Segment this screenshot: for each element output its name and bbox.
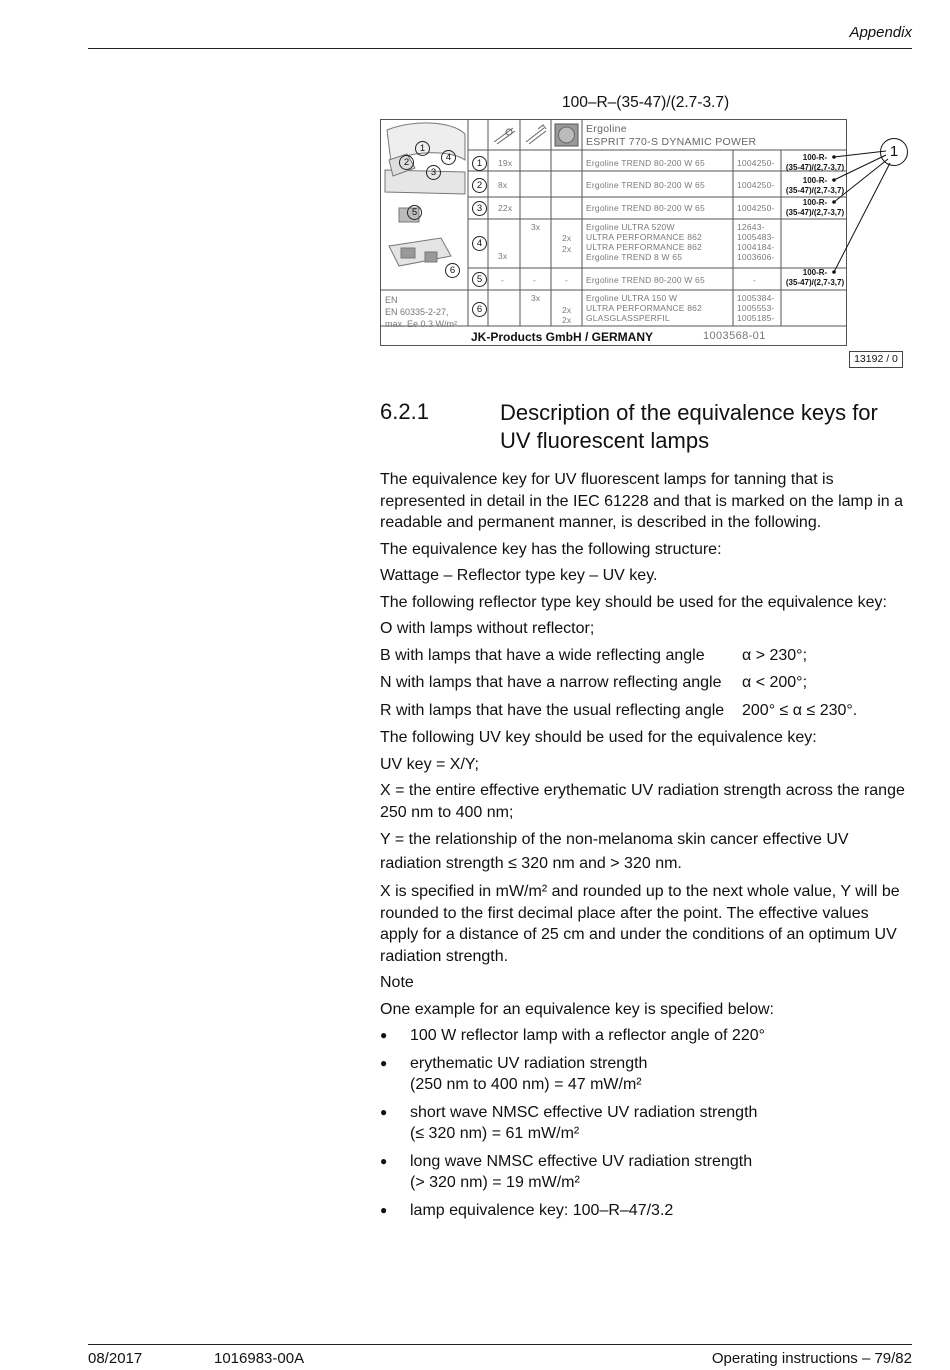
paragraph: Y = the relationship of the non-melanoma skin cancer effective UV radiation strength ≤ 320 nm and > 320 nm. [380, 831, 849, 872]
key-label-4: 100-R- (35-47)/(2,7-3,7) [785, 268, 845, 287]
row3-part: 1004250- [737, 203, 775, 213]
paragraph: The following UV key should be used for the equivalence key: [380, 729, 817, 746]
row4-qty2: 3x [531, 222, 541, 232]
list-item: ● erythematic UV radiation strength (250 nm to 400 nm) = 47 mW/m² [380, 1053, 910, 1096]
row1-lamp: Ergoline TREND 80-200 W 65 [586, 158, 705, 168]
row5-qty: - [501, 275, 505, 285]
row1-qty: 19x [498, 158, 513, 168]
reflector-lamp-icon [526, 125, 546, 144]
row3-lamp: Ergoline TREND 80-200 W 65 [586, 203, 705, 213]
row-num-6: 6 [472, 302, 487, 317]
row4-qty: 3x [498, 251, 508, 261]
footer-rule [88, 1344, 912, 1345]
lamp-label-figure [380, 119, 847, 346]
footer-date: 08/2017 [88, 1350, 143, 1367]
paragraph: One example for an equivalence key is specified below: [380, 1000, 774, 1018]
row-num-2: 2 [472, 178, 487, 193]
key-label-1: 100-R- (35-47)/(2,7-3,7) [785, 153, 845, 172]
paragraph: X = the entire effective erythematic UV radiation strength across the range 250 nm to 400 nm; [380, 782, 905, 821]
row3-qty: 22x [498, 203, 513, 213]
list-item: ● short wave NMSC effective UV radiation strength (≤ 320 nm) = 61 mW/m² [380, 1102, 910, 1145]
label-footer-company: JK-Products GmbH / GERMANY [471, 330, 654, 344]
header-rule [88, 48, 912, 49]
section-title: Description of the equivalence keys for UV fluorescent lamps [500, 400, 878, 453]
section-number: 6.2.1 [380, 399, 429, 424]
reflector-row-n: N with lamps that have a narrow reflecting angle α < 200°; [380, 674, 808, 691]
list-item: ● long wave NMSC effective UV radiation strength (> 320 nm) = 19 mW/m² [380, 1151, 910, 1194]
reflector-row-b: B with lamps that have a wide reflecting angle α > 230°; [380, 646, 808, 664]
row-num-5: 5 [472, 272, 487, 287]
label-brand: Ergoline [586, 123, 627, 135]
row2-lamp: Ergoline TREND 80-200 W 65 [586, 180, 705, 190]
row5-qty-c: - [565, 275, 569, 285]
row6-qty4: 2x [562, 315, 572, 325]
footer-doc-number: 1016983-00A [214, 1350, 305, 1367]
footer-page: Operating instructions – 79/82 [711, 1350, 912, 1367]
row-num-1: 1 [472, 156, 487, 171]
row4-qty3: 2x [562, 233, 572, 243]
reflector-row-r: R with lamps that have the usual reflecting angle 200° ≤ α ≤ 230°. [380, 701, 858, 719]
drawing-part-1: 1 [415, 141, 430, 156]
paragraph: UV key = X/Y; [380, 755, 479, 773]
list-item: ● 100 W reflector lamp with a reflector angle of 220° [380, 1025, 910, 1047]
paragraph: The following reflector type key should be used for the equivalence key: [380, 593, 887, 611]
row4-qty4: 2x [562, 244, 572, 254]
drawing-part-4: 4 [441, 150, 456, 165]
lamp-icon [494, 128, 515, 144]
label-model: ESPRIT 770-S DYNAMIC POWER [586, 136, 757, 148]
paragraph: Wattage – Reflector type key – UV key. [380, 567, 658, 584]
figure-number: 13192 / 0 [849, 351, 903, 368]
note-heading: Note [380, 974, 414, 991]
row2-part: 1004250- [737, 180, 775, 190]
body-text [380, 469, 910, 1227]
row4-part: 12643- 1005483- 1004184- 1003606- [737, 222, 775, 262]
row5-part: - [753, 275, 757, 285]
row-num-4: 4 [472, 236, 487, 251]
key-label-3: 100-R- (35-47)/(2,7-3,7) [785, 198, 845, 217]
paragraph: O with lamps without reflector; [380, 620, 595, 637]
paragraph: The equivalence key has the following structure: [380, 540, 722, 558]
paragraph: X is specified in mW/m² and rounded up to the next whole value, Y will be rounded to the first decimal place after the point. The effective values apply for a distance of 25 cm and under the conditions of an optimum UV radiation strength. [380, 883, 900, 965]
figure-title: 100–R–(35-47)/(2.7-3.7) [562, 94, 730, 111]
row6-qty: 3x [531, 293, 541, 303]
callout-marker: 1 [880, 138, 908, 166]
list-item: ● lamp equivalence key: 100–R–47/3.2 [380, 1200, 910, 1222]
label-footer-number: 1003568-01 [703, 330, 766, 342]
key-label-2: 100-R- (35-47)/(2,7-3,7) [785, 176, 845, 195]
drawing-part-2: 2 [399, 155, 414, 170]
drawing-part-3: 3 [426, 165, 441, 180]
example-list [380, 1025, 910, 1221]
row6-lamp: Ergoline ULTRA 150 W ULTRA PERFORMANCE 862 GLASGLASSPERFIL [586, 293, 702, 323]
header-title: Appendix [849, 24, 912, 41]
label-standard: EN EN 60335-2-27, max. Ee 0.3 W/m² [385, 295, 458, 329]
row6-part: 1005384- 1005553- 1005185- [737, 293, 775, 323]
drawing-part-6: 6 [445, 263, 460, 278]
row5-qty-b: - [533, 275, 537, 285]
row2-qty: 8x [498, 180, 508, 190]
row-num-3: 3 [472, 201, 487, 216]
drawing-part-5: 5 [407, 205, 422, 220]
row1-part: 1004250- [737, 158, 775, 168]
row4-lamp: Ergoline ULTRA 520W ULTRA PERFORMANCE 862 ULTRA PERFORMANCE 862 Ergoline TREND 8 W 65 [586, 222, 702, 262]
callout-leader-lines [820, 145, 900, 280]
paragraph: The equivalence key for UV fluorescent lamps for tanning that is represented in detail in the IEC 61228 and that is marked on the lamp in a readable and permanent manner, is described in the following. [380, 471, 903, 531]
row6-qty3: 2x [562, 305, 572, 315]
row5-lamp: Ergoline TREND 80-200 W 65 [586, 275, 705, 285]
